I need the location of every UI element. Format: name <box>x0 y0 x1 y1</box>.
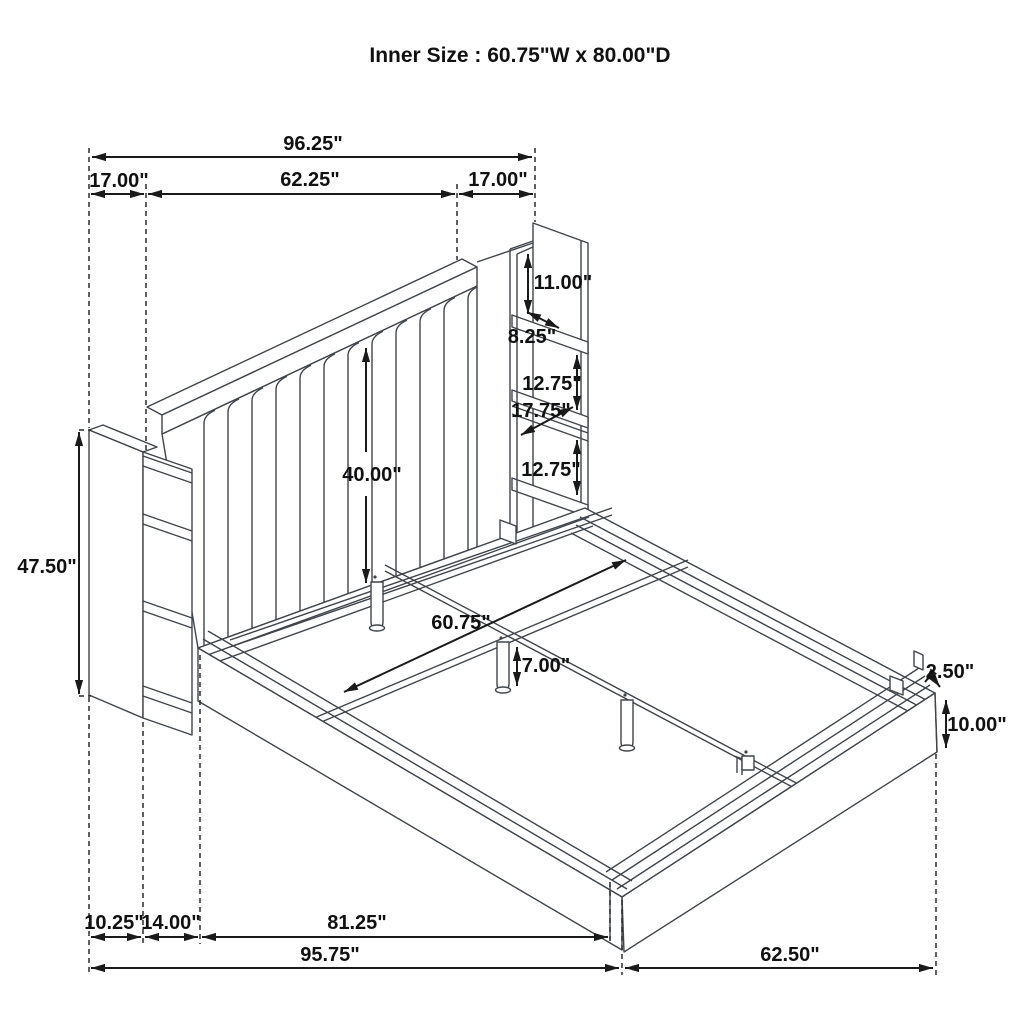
dim-left-pier-width: 17.00" <box>89 170 149 192</box>
dim-shelf-opening-upper: 12.75" <box>522 373 582 395</box>
dim-right-pier-width: 17.00" <box>468 169 528 191</box>
left-pier-shelf-tower <box>89 425 192 735</box>
dim-shelf-diagonal: 17.75" <box>511 400 571 422</box>
dim-side-rail-length: 81.25" <box>327 912 387 934</box>
dim-overall-width: 96.25" <box>283 133 343 155</box>
dim-pier-height: 47.50" <box>17 556 77 578</box>
dim-footboard-width: 62.50" <box>760 944 820 966</box>
dim-headboard-height: 40.00" <box>342 464 402 486</box>
dim-pier-depth: 10.25" <box>84 912 144 934</box>
dim-shelf-opening-lower: 12.75" <box>521 459 581 481</box>
dim-center-leg-height: 7.00" <box>521 655 571 677</box>
dim-pier-offset: 14.00" <box>141 912 201 934</box>
dim-shelf-opening-top: 11.00" <box>533 272 593 294</box>
page-title: Inner Size : 60.75"W x 80.00"D <box>369 44 671 67</box>
dim-shelf-depth: 8.25" <box>507 326 557 348</box>
dim-side-rail-height: 10.00" <box>947 714 1007 736</box>
dim-deck-lip: 2.50" <box>925 661 975 683</box>
dim-overall-depth: 95.75" <box>300 944 360 966</box>
dim-inner-width: 60.75" <box>431 612 491 634</box>
dim-headboard-width: 62.25" <box>280 169 340 191</box>
